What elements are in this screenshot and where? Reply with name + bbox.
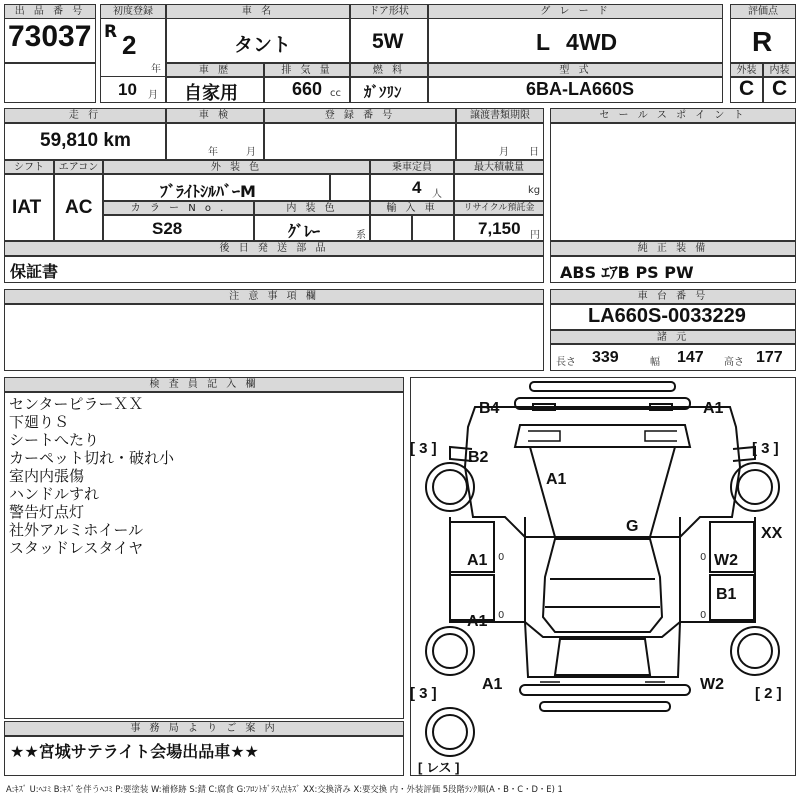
month-unit: 月: [148, 90, 158, 101]
mark-b4: B4: [479, 400, 500, 417]
caution-cell: [4, 304, 544, 371]
chassis-label: 車 台 番 号: [550, 289, 796, 304]
inspector-label: 検 査 員 記 入 欄: [4, 377, 404, 392]
transfer-day-unit: 日: [529, 147, 539, 158]
sales-point-cell: [550, 123, 796, 241]
legend: A:ｷｽﾞ U:ﾍｺﾐ B:ｷｽﾞを伴うﾍｺﾐ P:要塗装 W:補修跡 S:錆 C:腐食 G:ﾌﾛﾝﾄｶﾞﾗｽ点ｷｽﾞ XX:交換済み X:要交換 内・外装評価 5段階ﾗﾝｸ順(A・B・C・D・E) 1: [6, 784, 563, 794]
mark-a1-hood: A1: [546, 471, 567, 488]
lot-number-label: 出 品 番 号: [4, 4, 96, 19]
height-label: 高さ: [724, 357, 744, 368]
mark-g: G: [626, 518, 639, 535]
interior-label: 内装: [763, 63, 796, 77]
model-label: 型 式: [428, 63, 723, 77]
inspector-note: 下廻りＳ: [9, 413, 70, 431]
mark-a1-left-rear-door: A1: [467, 613, 488, 630]
inspector-note: シートへたり: [9, 431, 100, 449]
tire-spare: [ レス ]: [418, 760, 460, 775]
exterior-color: ﾌﾞﾗｲﾄｼﾙﾊﾞｰM: [160, 182, 256, 201]
score-label: 評価点: [730, 4, 796, 19]
history: 自家用: [184, 83, 238, 104]
later-parts-label: 後 日 発 送 部 品: [4, 241, 544, 256]
mileage-label: 走 行: [4, 108, 166, 123]
zero-left-front: 0: [498, 552, 505, 563]
mileage: 59,810 km: [40, 130, 131, 151]
recycle-fee: 7,150: [478, 219, 521, 238]
chassis-number: LA660S-0033229: [588, 305, 746, 327]
aircon: AC: [65, 197, 93, 218]
displacement: 660: [292, 79, 323, 99]
door-type: 5W: [372, 30, 404, 53]
interior-grade: C: [772, 77, 788, 100]
inspection-month-unit: 月: [246, 147, 256, 158]
tire-rear-left: [ 3 ]: [410, 685, 437, 702]
displacement-unit: cc: [330, 88, 341, 99]
inspector-note: ハンドルすれ: [9, 485, 100, 503]
car-name-label: 車 名: [166, 4, 350, 19]
recycle-label: リサイクル預託金: [454, 201, 544, 215]
inspector-note: スタッドレスタイヤ: [9, 539, 144, 557]
tire-front-left: [ 3 ]: [410, 440, 437, 457]
model: 6BA-LA660S: [526, 79, 635, 99]
zero-right-rear: 0: [700, 610, 707, 621]
equipment-label: 純 正 装 備: [550, 241, 796, 256]
import-cell-1: [370, 215, 412, 241]
car-name: タント: [234, 34, 292, 56]
inspector-notes: [9, 395, 174, 557]
fuel: ｶﾞｿﾘﾝ: [364, 83, 402, 101]
inspector-note: 社外アルミホイール: [9, 521, 144, 539]
max-load-unit: kg: [528, 185, 541, 196]
inspector-note: センターピラーＸＸ: [9, 395, 144, 413]
inspector-note: 警告灯点灯: [9, 503, 85, 521]
history-label: 車 歴: [166, 63, 264, 77]
mark-b1: B1: [716, 586, 737, 603]
color-number-label: カ ラ ー N o .: [103, 201, 254, 215]
mark-a1-rear-left: A1: [482, 676, 503, 693]
shift-label: シフト: [4, 160, 54, 174]
caution-label: 注 意 事 項 欄: [4, 289, 544, 304]
mark-a1-front-right: A1: [703, 400, 724, 417]
length-label: 長さ: [556, 357, 576, 368]
registration-number-label: 登 録 番 号: [264, 108, 456, 123]
inspection-year-unit: 年: [208, 147, 218, 158]
shift: IAT: [12, 197, 42, 218]
sales-point-label: セ ー ル ス ポ イ ン ト: [550, 108, 796, 123]
interior-color-label: 内 装 色: [254, 201, 370, 215]
later-parts: 保証書: [10, 262, 59, 281]
car-outline: [410, 377, 796, 776]
capacity-label: 乗車定員: [370, 160, 454, 174]
interior-color: ｸﾞﾚｰ: [288, 222, 321, 241]
grade: L 4WD: [536, 29, 618, 55]
registration-month: 10: [118, 80, 137, 99]
mark-a1-left-front-door: A1: [467, 552, 488, 569]
office-message: ★★宮城サテライト会場出品車★★: [10, 742, 259, 761]
displacement-label: 排 気 量: [264, 63, 350, 77]
mark-w2-rear-right: W2: [700, 676, 724, 693]
max-load-label: 最大積載量: [454, 160, 544, 174]
lot-blank-cell: [4, 63, 96, 103]
width: 147: [677, 349, 704, 366]
inspection-label: 車 検: [166, 108, 264, 123]
aircon-label: エアコン: [54, 160, 103, 174]
inspector-note: 室内内張傷: [9, 467, 85, 485]
exterior-grade: C: [739, 77, 755, 100]
tire-rear-right: [ 2 ]: [755, 685, 782, 702]
mark-b2: B2: [468, 449, 489, 466]
lot-number: 73037: [8, 20, 92, 53]
door-label: ドア形状: [350, 4, 428, 19]
mark-w2-right-front-door: W2: [714, 552, 738, 569]
registration-year: 2: [122, 30, 137, 60]
import-cell-2: [412, 215, 454, 241]
equipment: ABS ｴｱB PS PW: [560, 263, 694, 282]
exterior-label: 外装: [730, 63, 763, 77]
later-parts-cell: [4, 256, 544, 283]
era: R: [104, 22, 118, 42]
score: R: [752, 26, 773, 57]
capacity: 4: [412, 178, 422, 197]
fuel-label: 燃 料: [350, 63, 428, 77]
mark-xx: XX: [761, 525, 783, 542]
color-number: S28: [152, 219, 183, 238]
recycle-unit: 円: [530, 230, 540, 241]
inspector-note: カーペット切れ・破れ小: [9, 449, 175, 467]
office-label: 事 務 局 よ り ご 案 内: [4, 721, 404, 736]
year-unit: 年: [151, 64, 161, 75]
zero-right-front: 0: [700, 552, 707, 563]
transfer-deadline-label: 譲渡書類期限: [456, 108, 544, 123]
import-label: 輸 入 車: [370, 201, 454, 215]
length: 339: [592, 349, 619, 366]
exterior-color-label: 外 装 色: [103, 160, 370, 174]
height: 177: [756, 349, 783, 366]
capacity-unit: 人: [432, 189, 442, 200]
tire-front-right: [ 3 ]: [752, 440, 779, 457]
transfer-month-unit: 月: [499, 147, 509, 158]
dims-label: 諸 元: [550, 330, 796, 344]
exterior-color-cell-2: [330, 174, 370, 201]
first-registration-label: 初度登録: [100, 4, 166, 19]
width-label: 幅: [650, 357, 660, 368]
registration-number-cell: [264, 123, 456, 160]
interior-color-unit: 系: [356, 230, 366, 241]
grade-label: グ レ ー ド: [428, 4, 723, 19]
zero-left-rear: 0: [498, 610, 505, 621]
